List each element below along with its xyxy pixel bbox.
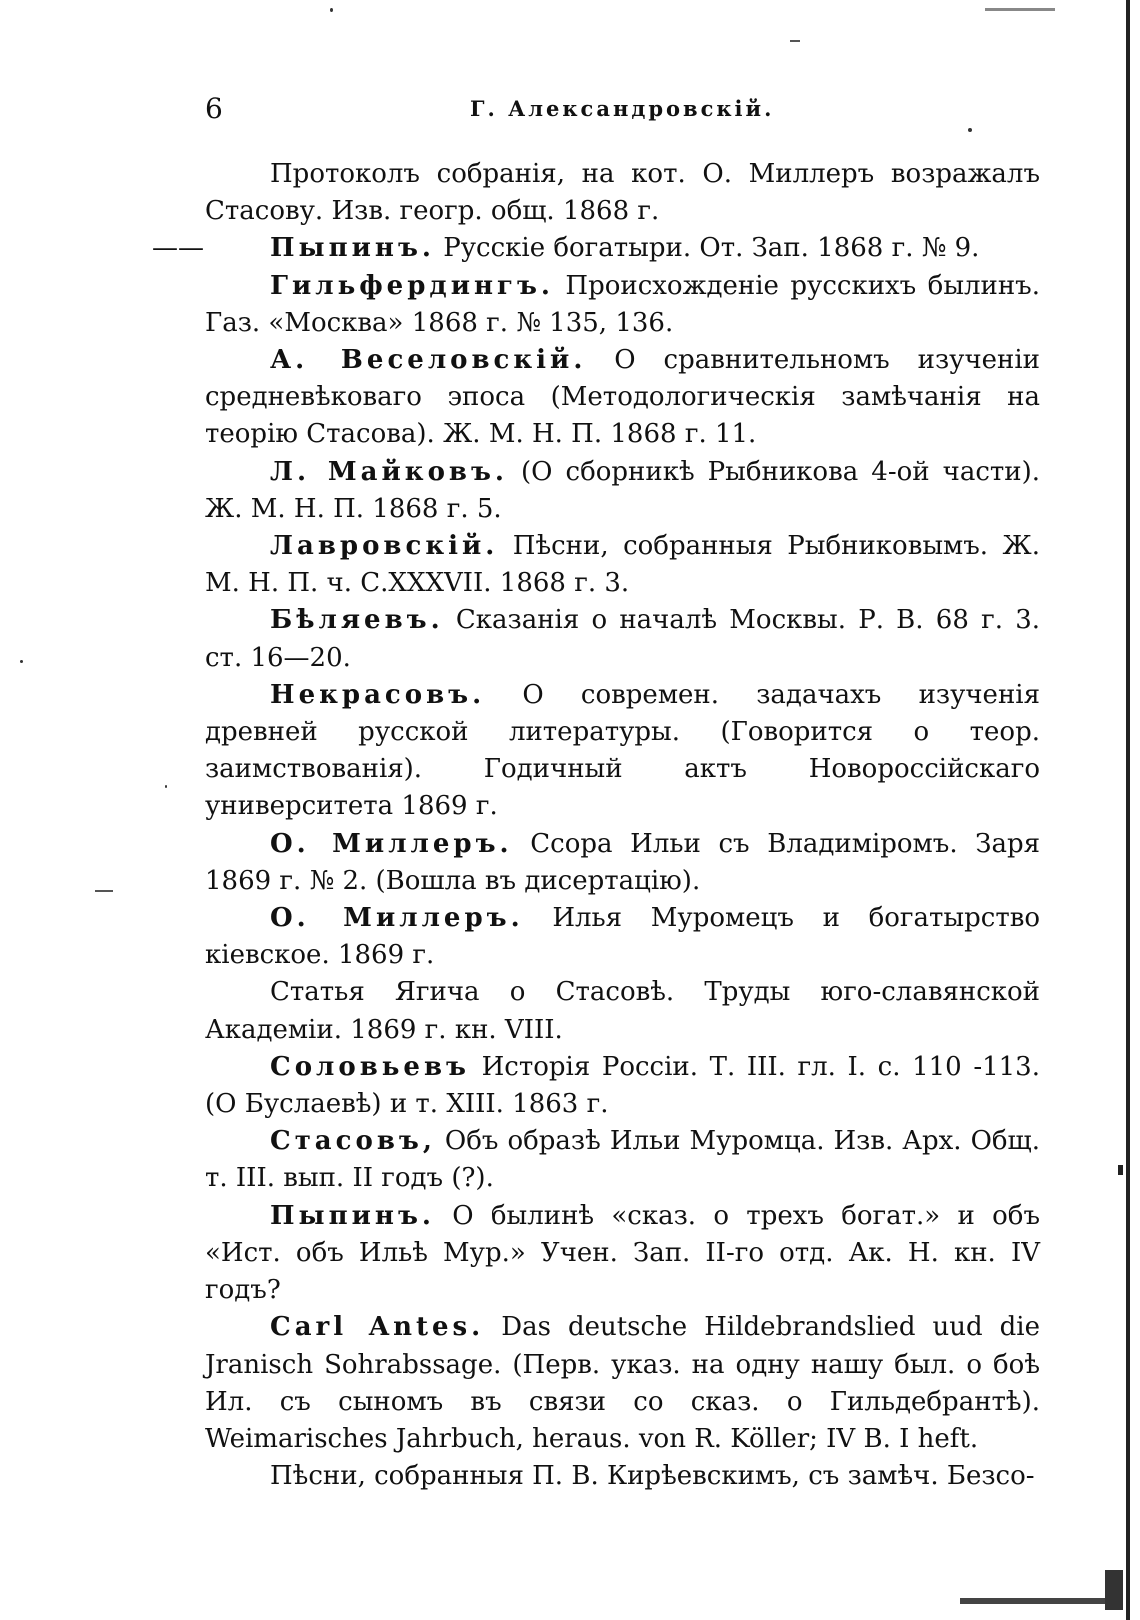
entry-text: Объ образѣ Ильи Муромца. Изв. Арх. Общ. т. III. вып. II годъ (?). [205,1126,1040,1194]
scan-smudge [985,8,1055,11]
entry-author: Гильфердингъ. [270,270,554,301]
entry-text: Происхожденіе русскихъ былинъ. Газ. «Москва» 1868 г. № 135, 136. [205,270,1040,338]
entry-author: Бѣляевъ. [270,605,444,636]
bibliography-entry [205,602,1040,676]
scan-smudge [790,40,800,42]
entry-text: О современ. задачахъ изученія древней русской литературы. (Говорится о теор. заимствованія). Годичный актъ Новороссійскаго университета 1869 г. [205,679,1040,822]
entry-author: Стасовъ, [270,1126,436,1157]
entry-author: А. Веселовскій. [270,345,587,376]
entry-author: Лавровскій. [270,531,499,562]
scan-smudge [1118,1165,1123,1175]
scan-speck [330,8,333,12]
bibliography-entry [205,1309,1040,1458]
bibliography-entry [205,528,1040,602]
page-edge-line [1126,0,1130,1620]
entry-author: О. Миллеръ. [270,903,524,934]
entry-text: Сказанія о началѣ Москвы. Р. В. 68 г. 3. ст. 16—20. [205,605,1040,673]
entry-author: О. Миллеръ. [270,828,513,859]
bibliography-entry [205,156,1040,230]
bibliography-entry [205,342,1040,454]
bibliography-entry [205,974,1040,1048]
entry-text: Илья Муромецъ и богатырство кіевское. 1869 г. [205,903,1040,971]
entry-text: Пѣсни, собранныя Рыбниковымъ. Ж. М. Н. П. ч. С.XXXVII. 1868 г. 3. [205,531,1040,599]
scan-smudge [960,1598,1120,1604]
entry-text: Das deutsche Hildebrandslied uud die Jranisch Sohrabssage. (Перв. указ. на одну нашу был. о боѣ Ил. съ сыномъ въ связи со сказ. о Гильдебрантѣ). Weimarisches Jahrbuch, heraus. von R. Köller; IV B. I heft. [205,1312,1040,1454]
entry-text: О сравнительномъ изученіи средневѣковаго эпоса (Методологическія замѣчанія на теорію Стасова). Ж. М. Н. П. 1868 г. 11. [205,345,1040,450]
page-header [205,92,1035,132]
entry-text: Русскіе богатыри. От. Зап. 1868 г. № 9. [434,233,980,264]
scan-speck [165,785,167,788]
bibliography-entry [205,826,1040,900]
entry-author: Пыпинъ. [270,233,435,264]
running-title: Г. Александровскій. [470,96,775,121]
entry-author: Соловьевъ [270,1051,470,1082]
entry-text: О былинѣ «сказ. о трехъ богат.» и объ «Ист. объ Ильѣ Мур.» Учен. Зап. II-го отд. Ак. Н. кн. IV годъ? [205,1200,1040,1306]
entry-text: (О сборникѣ Рыбникова 4-ой части). Ж. М. Н. П. 1868 г. 5. [205,456,1041,524]
bibliography-entry [205,1123,1040,1197]
entry-author: Пыпинъ. [270,1200,435,1231]
scan-smudge [95,890,113,892]
page-number: 6 [205,92,223,125]
entry-author: Л. Майковъ. [270,456,508,487]
scan-speck [20,660,23,663]
entry-text: Протоколъ собранія, на кот. О. Миллеръ возражалъ Стасову. Изв. геогр. общ. 1868 г. [205,159,1040,227]
scan-smudge [1105,1570,1123,1610]
entry-text: Статья Ягича о Стасовѣ. Труды юго-славянской Академіи. 1869 г. кн. VIII. [205,977,1040,1045]
margin-dash: —— [152,233,204,264]
bibliography-entry [205,677,1040,826]
entry-text: Ссора Ильи съ Владиміромъ. Заря 1869 г. № 2. (Вошла въ дисертацію). [205,828,1040,896]
bibliography-entry [205,1049,1040,1123]
bibliography-entry [205,900,1040,974]
entry-author: Carl Antes. [270,1312,485,1343]
bibliography-entry [152,230,1040,267]
bibliography-entry [205,454,1040,528]
bibliography-entry [205,1458,1040,1495]
bibliography-entry [205,1198,1040,1310]
entry-author: Некрасовъ. [270,679,486,710]
bibliography-entry [205,268,1040,342]
bibliography-list [152,156,1041,1495]
entry-text: Пѣсни, собранныя П. В. Кирѣевскимъ, съ замѣч. Безсо- [270,1461,1035,1492]
entry-text: Исторія Россіи. Т. III. гл. I. с. 110 -113. (О Буслаевѣ) и т. XIII. 1863 г. [205,1051,1040,1120]
